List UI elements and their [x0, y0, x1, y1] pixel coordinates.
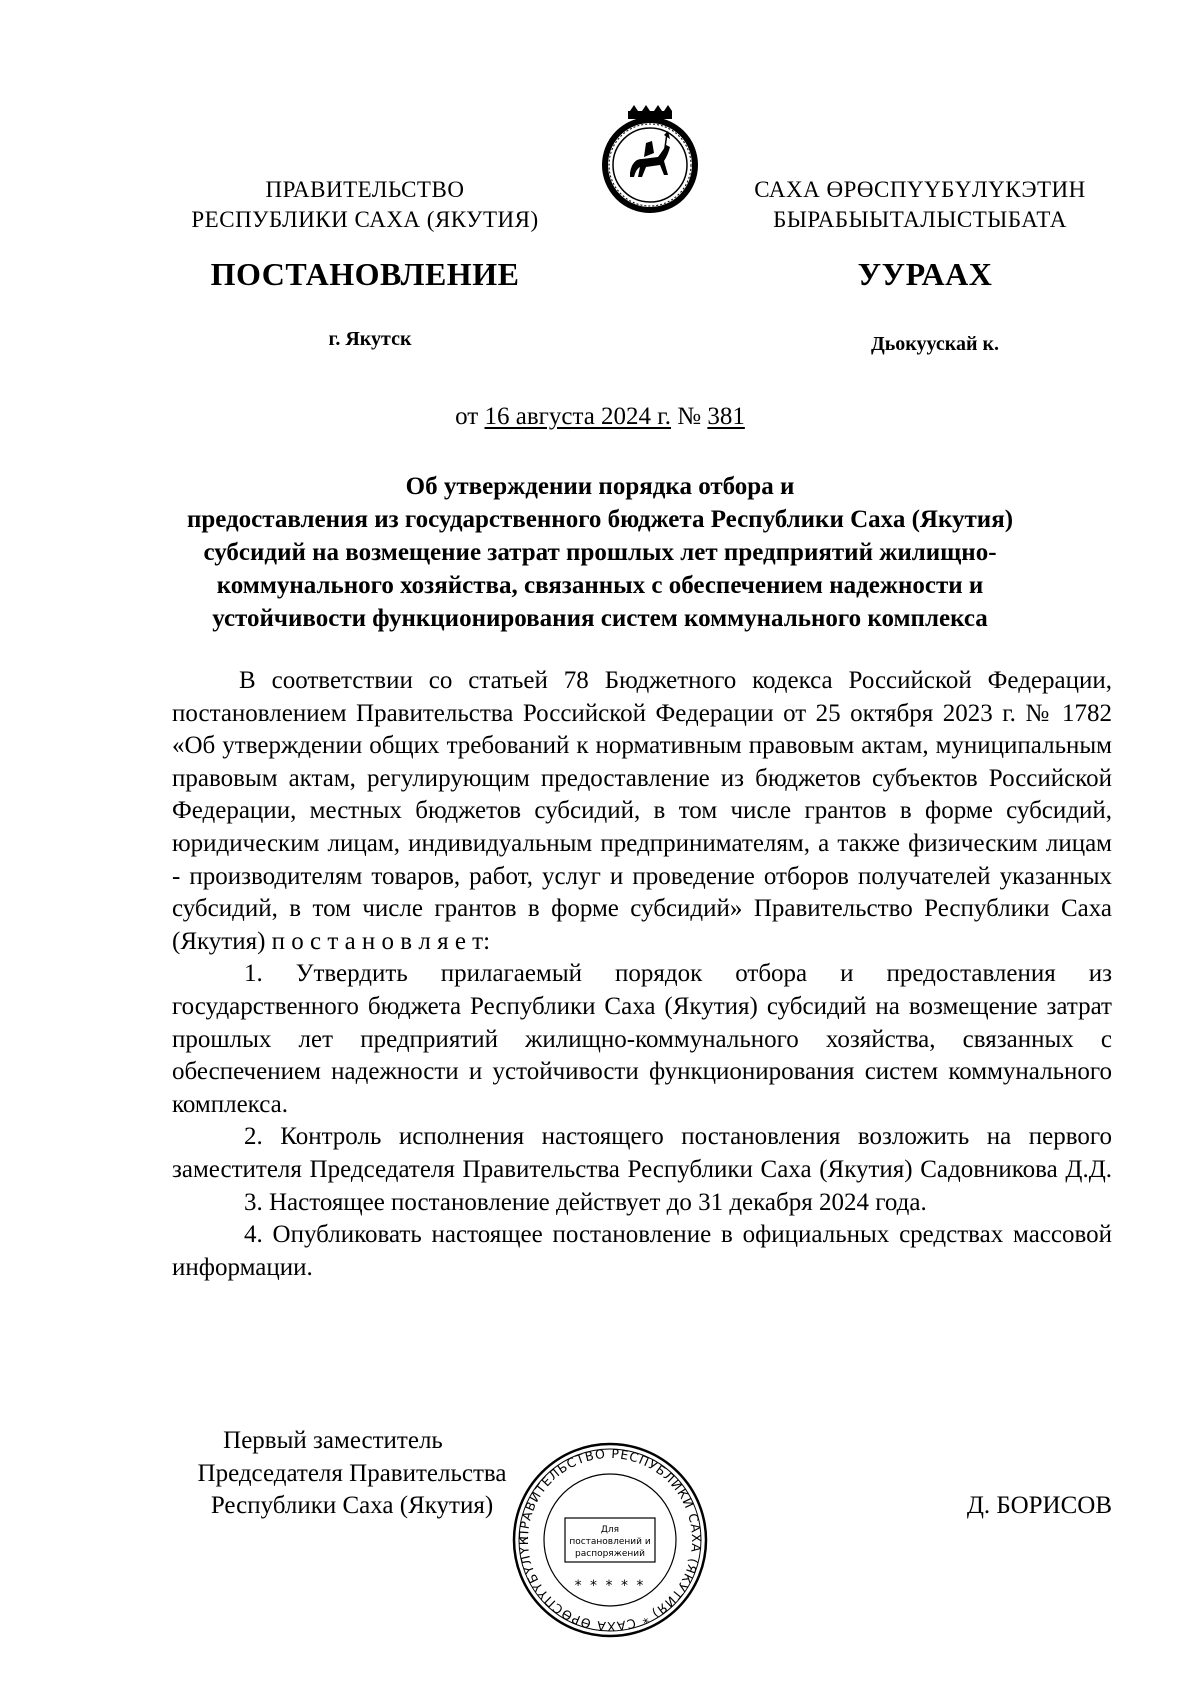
doc-number: 381 — [707, 403, 745, 430]
signature-line3: Республики Саха (Якутия) — [210, 1492, 494, 1520]
emblem — [598, 105, 702, 215]
signatory-name: Д. БОРИСОВ — [966, 1492, 1112, 1519]
signature-line1: Первый заместитель — [223, 1427, 443, 1454]
header-left-line2: РЕСПУБЛИКИ САХА (ЯКУТИЯ) — [191, 207, 539, 232]
header-left-line1: ПРАВИТЕЛЬСТВО — [265, 177, 465, 202]
title-line: коммунального хозяйства, связанных с обеспечением надежности и — [216, 572, 984, 599]
title-line: предоставления из государственного бюджета Республики Саха (Якутия) — [186, 506, 1014, 533]
signature-position — [172, 1425, 532, 1523]
title-line: Об утверждении порядка отбора и — [405, 473, 795, 500]
date-value: 16 августа 2024 г. — [484, 403, 671, 430]
official-stamp — [510, 1440, 710, 1640]
signature-line2: Председателя Правительства — [197, 1459, 507, 1487]
svg-text:ПРАВИТЕЛЬСТВО РЕСПУБЛИКИ САХА: ПРАВИТЕЛЬСТВО РЕСПУБЛИКИ САХА (ЯКУТИЯ) * САХА ӨРӨСПҮҮБҮЛҮК — [515, 1445, 705, 1635]
date-line — [300, 403, 900, 431]
item-paragraph: 1. Утвердить прилагаемый порядок отбора и предоставления из государственного бюджета Республики Саха (Якутия) субсидий на возмещение затрат прошлых лет предприятий жилищно-коммунального хозяйства, связанных с обеспечением надежности и устойчивости функционирования систем коммунального комплекса. — [172, 960, 1112, 1118]
city-ru: г. Якутск — [328, 328, 412, 350]
header-left — [180, 175, 550, 235]
item-paragraph: 4. Опубликовать настоящее постановление в официальных средствах массовой информации. — [172, 1221, 1112, 1281]
item-paragraph: 3. Настоящее постановление действует до 31 декабря 2024 года. — [244, 1188, 927, 1216]
title-line: устойчивости функционирования систем коммунального комплекса — [212, 605, 988, 632]
item-paragraph: 2. Контроль исполнения настоящего постановления возложить на первого заместителя Председателя Правительства Республики Саха (Якутия) Садовникова Д.Д. — [172, 1123, 1112, 1183]
date-prefix: от — [455, 403, 479, 430]
svg-text:* * * * *: * * * * * — [574, 1578, 646, 1594]
document-title — [150, 470, 1050, 635]
header-right-line1: САХА ӨРӨСПҮҮБҮЛҮКЭТИН — [754, 177, 1086, 202]
doc-type-sakha: УУРААХ — [857, 256, 993, 292]
svg-text:распоряжений: распоряжений — [575, 1549, 645, 1559]
city-sakha: Дьокуускай к. — [870, 333, 1000, 355]
preamble-paragraph: В соответствии со статьей 78 Бюджетного кодекса Российской Федерации, постановлением Правительства Российской Федерации от 25 октября 2023 г. № 1782 «Об утверждении общих требований к нормативным правовым актам, муниципальным правовым актам, регулирующим предоставление из бюджетов субъектов Российской Федерации, местных бюджетов субсидий, в том числе грантов в форме субсидий, юридическим лицам, индивидуальным предпринимателям, а также физическим лицам - производителям товаров, работ, услуг и проведение отборов получателей указанных субсидий, в том числе грантов в форме субсидий» Правительство Республики Саха (Якутия) п о с т а н о в л я е т: — [172, 667, 1112, 955]
coat-of-arms-icon — [598, 105, 702, 215]
header-right — [750, 175, 1090, 235]
document-body — [172, 665, 1112, 1284]
stamp-seal-icon — [510, 1440, 710, 1640]
number-sign: № — [677, 403, 702, 430]
header-right-line2: БЫРАБЫЫТАЛЫСТЫБАТА — [773, 207, 1067, 232]
svg-text:постановлений и: постановлений и — [569, 1537, 651, 1547]
doc-type-ru: ПОСТАНОВЛЕНИЕ — [210, 256, 520, 292]
title-line: субсидий на возмещение затрат прошлых лет предприятий жилищно- — [203, 539, 997, 566]
svg-text:Для: Для — [600, 1525, 620, 1535]
